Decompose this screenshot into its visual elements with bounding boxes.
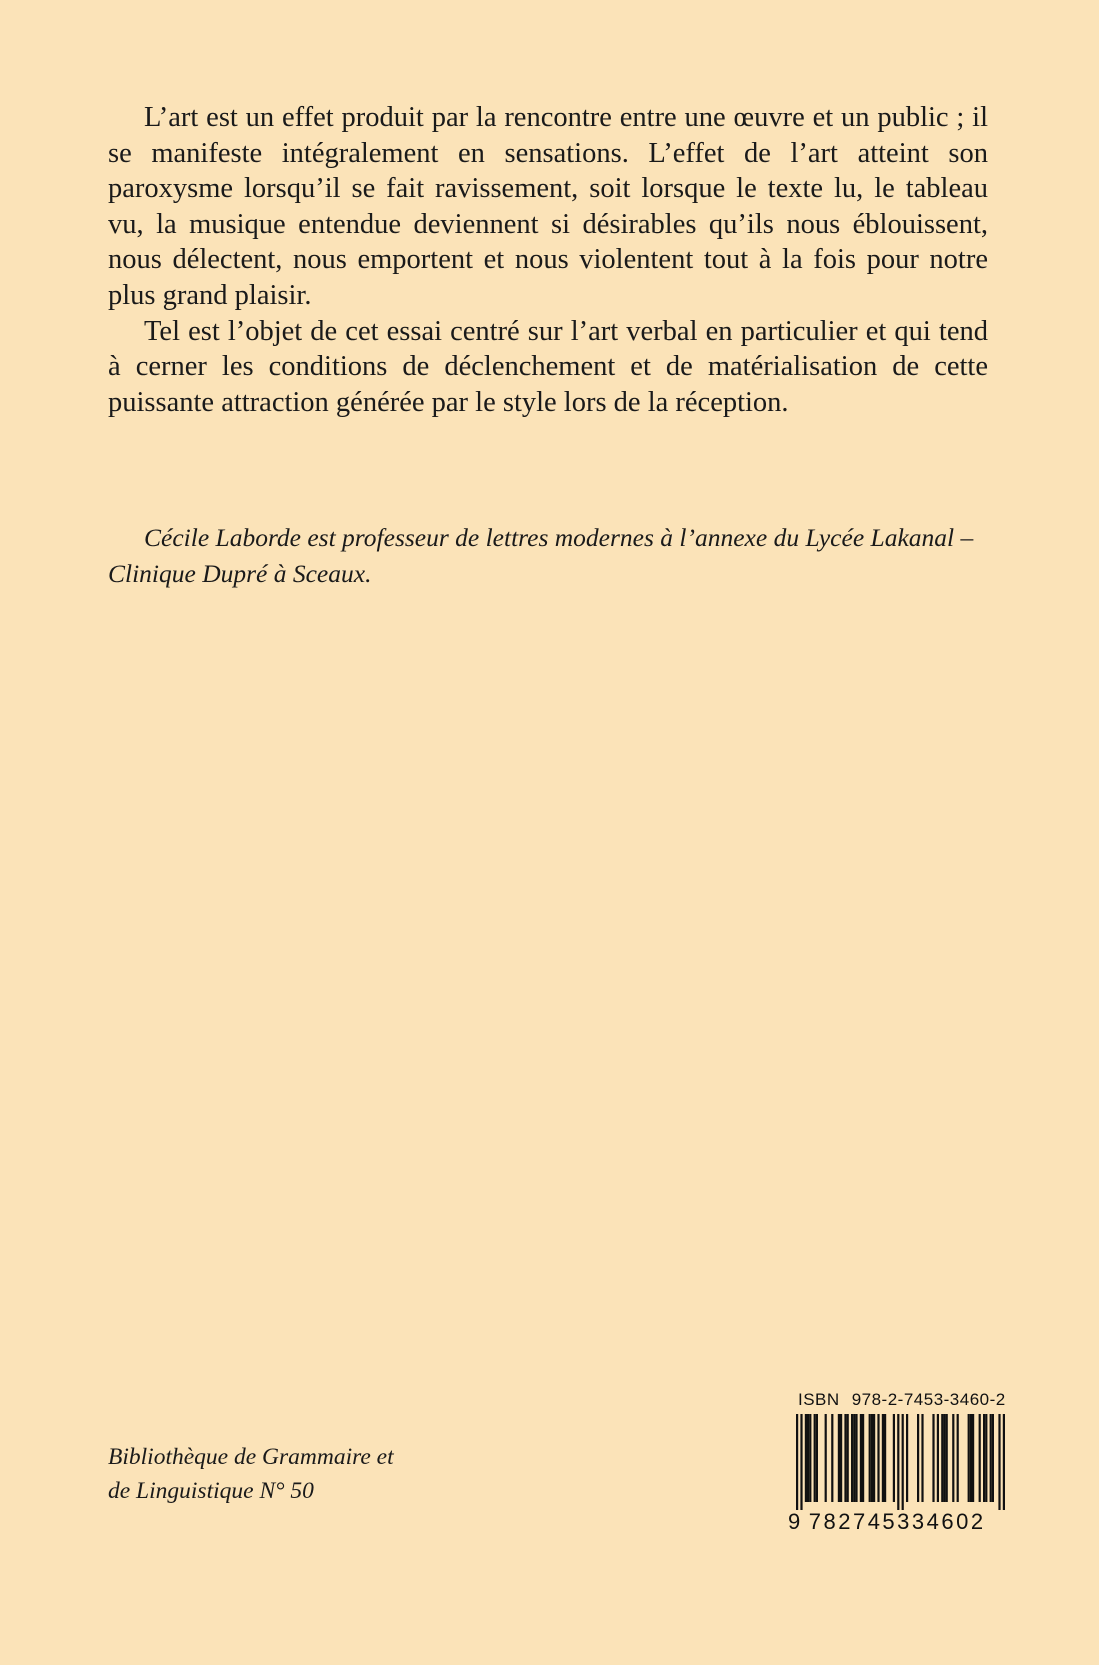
blurb-paragraph-2: Tel est l’objet de cet essai centré sur l’art verbal en particulier et qui tend à cerner les conditions de déclenchement et de matérialisation de cette puissante attraction générée par le style lors de la réception.: [108, 315, 988, 418]
barcode-bar: [831, 1414, 833, 1502]
isbn-label: [798, 1390, 1018, 1410]
barcode-bar: [855, 1414, 857, 1502]
barcode-bar: [937, 1414, 939, 1502]
barcode-bar: [871, 1414, 873, 1502]
barcode-bar: [957, 1414, 959, 1502]
barcode-bar: [906, 1414, 908, 1502]
barcode-bar: [970, 1414, 972, 1502]
barcode-bar: [946, 1414, 948, 1502]
barcode-bar: [941, 1414, 943, 1502]
barcode-bar: [932, 1414, 934, 1502]
collection-info: [108, 1440, 468, 1508]
isbn-block: [788, 1390, 1018, 1534]
barcode-bar: [840, 1414, 842, 1502]
barcode-bar: [807, 1414, 809, 1502]
back-cover-blurb: [108, 100, 988, 420]
barcode-bar: [968, 1414, 970, 1502]
barcode-bar: [851, 1414, 853, 1502]
barcode-bar: [816, 1414, 818, 1502]
barcode-guard-bar: [897, 1414, 899, 1510]
barcode-image: [788, 1414, 1018, 1512]
barcode-bar: [983, 1414, 985, 1502]
barcode-bar: [972, 1414, 974, 1502]
barcode-bar: [917, 1414, 919, 1502]
barcode-bar: [873, 1414, 875, 1502]
barcode-bar: [992, 1414, 994, 1502]
barcode-first-digit: 9: [788, 1509, 803, 1534]
barcode-guard-bar: [796, 1414, 798, 1510]
barcode-bar: [847, 1414, 849, 1502]
barcode-bar: [869, 1414, 871, 1502]
collection-line-2: de Linguistique N° 50: [108, 1478, 314, 1504]
isbn-number: 978-2-7453-3460-2: [851, 1390, 1006, 1409]
isbn-prefix: ISBN: [798, 1390, 840, 1409]
barcode-bar: [814, 1414, 816, 1502]
barcode-bar: [809, 1414, 811, 1502]
barcode-bar: [893, 1414, 895, 1502]
barcode-bar: [884, 1414, 886, 1502]
barcode-guard-bar: [800, 1414, 802, 1510]
blurb-paragraph-1: L’art est un effet produit par la rencontre entre une œuvre et un public ; il se manifeste intégralement en sensations. L’effet de l’art atteint son paroxysme lorsqu’il se fait ravissement, soit lorsque le texte lu, le tableau vu, la musique entendue deviennent si désirables qu’ils nous éblouissent, nous délectent, nous emportent et nous violentent tout à la fois pour notre plus grand plaisir.: [108, 102, 988, 311]
barcode-bar: [853, 1414, 855, 1502]
barcode-digits: [788, 1510, 1018, 1534]
barcode-bar: [844, 1414, 846, 1502]
author-note: Cécile Laborde est professeur de lettres modernes à l’annexe du Lycée Lakanal – Clinique Dupré à Sceaux.: [108, 523, 974, 588]
collection-line-1: Bibliothèque de Grammaire et: [108, 1444, 394, 1470]
barcode-digit-string: 782745334602: [808, 1509, 986, 1534]
barcode-guard-bar: [902, 1414, 904, 1510]
barcode-bar: [985, 1414, 987, 1502]
barcode-bar: [838, 1414, 840, 1502]
barcode-bar: [860, 1414, 862, 1502]
barcode-bar: [979, 1414, 981, 1502]
barcode-bar: [952, 1414, 954, 1502]
barcode-bar: [943, 1414, 945, 1502]
barcode-guard-bar: [1003, 1414, 1005, 1510]
barcode-bar: [990, 1414, 992, 1502]
barcode-bar: [877, 1414, 879, 1502]
barcode-bar: [882, 1414, 884, 1502]
barcode-guard-bar: [998, 1414, 1000, 1510]
barcode-bar: [921, 1414, 923, 1502]
barcode-bar: [825, 1414, 827, 1502]
barcode-bar: [805, 1414, 807, 1502]
barcode-bar: [862, 1414, 864, 1502]
